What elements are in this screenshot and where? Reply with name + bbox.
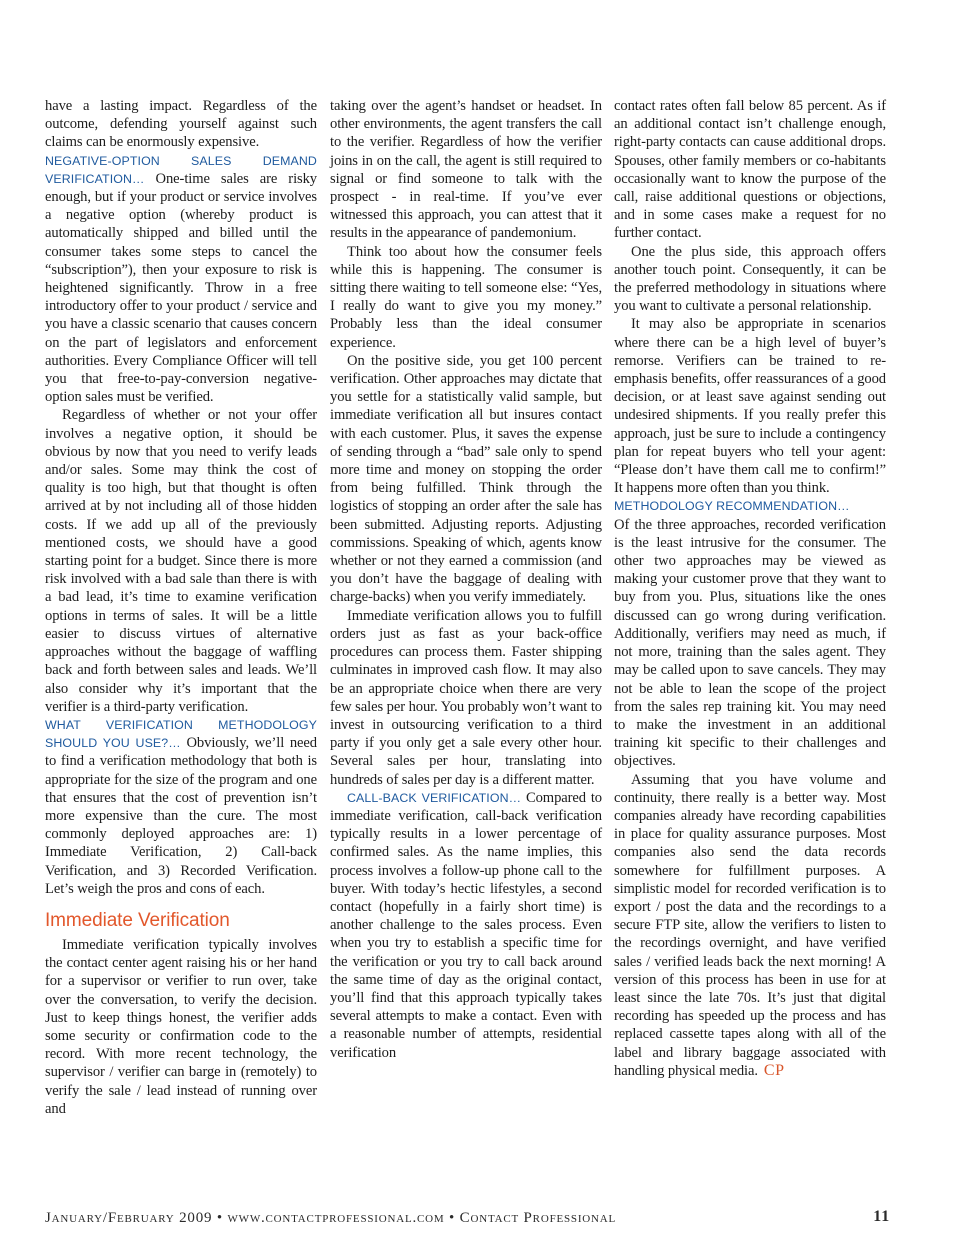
paragraph-methodology bbox=[45, 716, 317, 898]
run-in-heading: METHODOLOGY RECOMMENDATION… bbox=[614, 499, 850, 514]
paragraph: Regardless of whether or not your offer involves a negative option, it should be obvious by now that you need to verify leads and/or sales. Some may think the cost of quality is too high, but that thought is often arrived at by not including all of those hidden costs. If we add up all of the previously mentioned costs, we should have a good starting point for a budget. Since there is more risk involved with a bad sale than there is with a bad lead, it’s time to examine verification options in terms of sales. It will be a little easier to discuss virtues of alternative approaches without the baggage of waffling back and forth between sales and leads. We’ll also consider why it’s important that the verifier is a third-party verification. bbox=[45, 407, 317, 715]
run-in-heading: CALL-BACK VERIFICATION… bbox=[347, 790, 522, 805]
paragraph: On the positive side, you get 100 percent verification. Other approaches may dictate that you settle for a statistically valid sample, but immediate verification all but insures contact with each customer. Plus, it saves the expense of sending through a “bad” sale only to spend more time and money on stopping the order from being fulfilled. Think through the logistics of stopping an order after the sale has been submitted. Adjusting reports. Adjusting commissions. Speaking of which, agents know whether or not they earned a commission (and you don’t have the baggage of dealing with charge-backs) when you verify immediately. bbox=[330, 352, 602, 606]
section-heading: Immediate Verification bbox=[45, 909, 230, 931]
article-column-1 bbox=[45, 97, 317, 1118]
paragraph: Immediate verification typically involves the contact center agent raising his or her hand for a supervisor or verifier to run over, take over the conversation, to verify the decision. Just to keep things honest, the verifier adds some security or confirmation code to the record. With more recent technology, the supervisor / verifier can barge in (remotely) to verify the sale / lead instead of running over and bbox=[45, 936, 317, 1117]
run-in-heading: NEGATIVE-OPTION SALES DEMAND VERIFICATION… bbox=[45, 153, 317, 186]
page-footer bbox=[45, 1210, 890, 1232]
paragraph: Think too about how the consumer feels while this is happening. The consumer is sitting there waiting to tell someone else: “Yes, I really do want to give you my money.” Probably less than the ideal consumer experience. bbox=[330, 243, 602, 351]
paragraph: One the plus side, this approach offers another touch point. Consequently, it can be the preferred methodology in situations where you want to cultivate a personal relationship. bbox=[614, 243, 886, 315]
article-column-2 bbox=[330, 97, 602, 1062]
paragraph: have a lasting impact. Regardless of the outcome, defending yourself against such claims can be enormously expensive. bbox=[45, 98, 317, 151]
footer-text: January/February 2009 • www.contactprofessional.com • Contact Professional bbox=[45, 1210, 617, 1226]
paragraph-negative-option bbox=[45, 152, 317, 407]
paragraph-text: One-time sales are risky enough, but if your product or service involves a negative option (whereby product is automatically shipped and billed until the consumer takes some steps to cancel the “subscription”), then your exposure to risk is heightened significantly. Throw in a free introductory offer to your product / service and you have a classic scenario that causes concern on the part of legislators and enforcement authorities. Every Compliance Officer will tell you that free-to-pay-conversion negative-option sales must be verified. bbox=[45, 170, 317, 406]
paragraph-text: Assuming that you have volume and continuity, there really is a better way. Most companies already have recording capabilities in place for quality assurance purposes. Most companies also send the data records somewhere for fulfillment purposes. A simplistic model for recorded verification is to export / post the data and the recordings to a secure FTP site, allow the verifiers to listen to the recordings overnight, and have verified sales / verified leads back the next morning! A version of this process has been in use for at least since the late 70s. It’s just that digital recording has speeded up the process and has replaced cassette tapes along with all of the label and library baggage associated with handling physical media. bbox=[614, 771, 886, 1079]
end-of-article-mark: CP bbox=[763, 1061, 785, 1079]
article-column-3 bbox=[614, 97, 886, 1080]
paragraph: Of the three approaches, recorded verification is the least intrusive for the consumer. The other two approaches may be viewed as making your customer prove that they want to buy from you. Plus, situations like the ones discussed can go wrong during verification. Additionally, verifiers may need as much, if not more, training than the sales agent. They may be called upon to save cancels. They may not be able to lean the scope of the project from the sales rep training kit. You may need to make the investment in an additional training kit specific to their challenges and objectives. bbox=[614, 516, 886, 770]
paragraph: contact rates often fall below 85 percent. As if an additional contact isn’t challenge enough, right-party contacts can cause additional drops. Spouses, other family members or co-habitants occasionally want to know the purpose of the call, raise additional questions or objections, and in some cases make a request for no further contact. bbox=[614, 98, 886, 242]
page-number: 11 bbox=[873, 1208, 890, 1225]
paragraph: taking over the agent’s handset or headset. In other environments, the agent transfers the call to the verifier. Regardless of how the verifier joins in on the call, the agent is still required to signal or find someone to talk with the prospect - in real-time. If you’ve ever witnessed this approach, you can attest that it results in the appearance of pandemonium. bbox=[330, 98, 602, 242]
run-in-heading-line bbox=[614, 497, 886, 515]
paragraph-callback bbox=[330, 789, 602, 1062]
paragraph-text: Compared to immediate verification, call-back verification typically results in a lower percentage of confirmed sales. As the name implies, this process involves a follow-up phone call to the buyer. With today’s hectic lifestyles, a second contact (hopefully in a fairly short time) is another challenge to the sales process. Even when you try to establish a specific time for the verification or you try to call back around the same time of day as the original contact, you’ll find that this approach typically takes several attempts to make a contact. Even with a reasonable number of attempts, residential verification bbox=[330, 789, 602, 1061]
paragraph-text: Obviously, we’ll need to find a verification methodology that both is appropriate for the size of the program and one that ensures that the cost of prevention isn’t more expensive than the cure. The most commonly deployed approaches are: 1) Immediate Verification, 2) Call-back Verification, and 3) Recorded Verification. Let’s weigh the pros and cons of each. bbox=[45, 735, 318, 897]
paragraph: It may also be appropriate in scenarios where there can be a high level of buyer’s remorse. Verifiers can be trained to re-emphasis benefits, offer reassurances of a good decision, or at least save against sending out undesired shipments. If you really prefer this approach, just be sure to include a contingency plan for repeat buyers who tell your agent: “Please don’t have them call me to confirm!” It happens more often than you think. bbox=[614, 316, 886, 497]
paragraph-final bbox=[614, 771, 886, 1080]
paragraph: Immediate verification allows you to fulfill orders just as fast as your back-office procedures can process them. Faster shipping culminates in improved cash flow. It may also be an appropriate choice when there are very few sales per hour. You probably won’t want to invest in outsourcing verification to a third party if you only get a sale every other hour. Several sales per hour, translating into hundreds of sales per day is a different matter. bbox=[330, 607, 602, 788]
run-in-heading: WHAT VERIFICATION METHODOLOGY SHOULD YOU USE?… bbox=[45, 717, 317, 751]
